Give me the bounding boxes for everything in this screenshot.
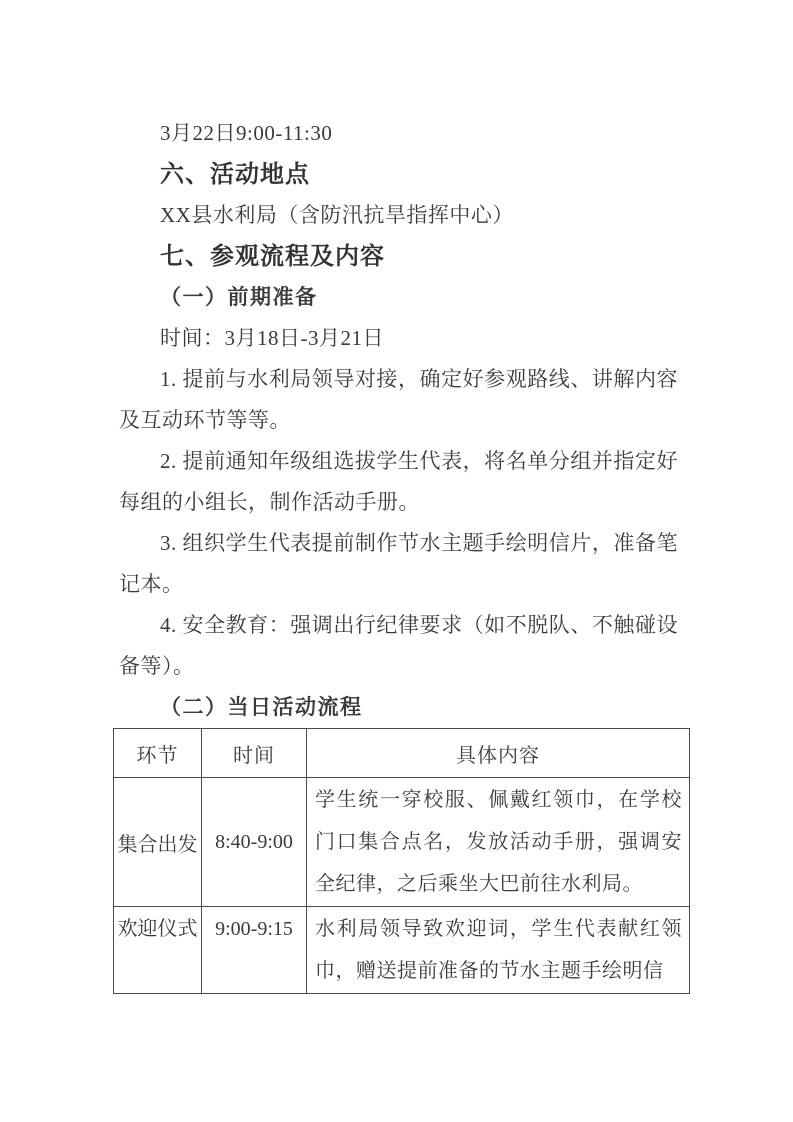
paragraph-activity-time: 3月22日9:00-11:30 bbox=[160, 121, 333, 145]
subheading-day-schedule: （二）当日活动流程 bbox=[160, 695, 363, 719]
paragraph-prep-item-4: 4. 安全教育：强调出行纪律要求（如不脱队、不触碰设备等）。 bbox=[119, 613, 678, 678]
table-row bbox=[114, 907, 690, 994]
schedule-table-header-row bbox=[114, 729, 690, 778]
time-cell: 9:00-9:15 bbox=[202, 907, 307, 994]
time-cell: 8:40-9:00 bbox=[202, 778, 307, 907]
document-content bbox=[112, 113, 680, 994]
table-header-stage: 环节 bbox=[114, 729, 202, 778]
heading-activity-location: 六、活动地点 bbox=[160, 161, 310, 188]
heading-visit-process: 七、参观流程及内容 bbox=[160, 243, 385, 270]
content-cell bbox=[307, 778, 690, 907]
subheading-preparation: （一）前期准备 bbox=[160, 285, 318, 309]
table-header-content: 具体内容 bbox=[307, 729, 690, 778]
paragraph-prep-item-1: 1. 提前与水利局领导对接，确定好参观路线、讲解内容及互动环节等等。 bbox=[119, 367, 678, 432]
stage-cell: 集合出发 bbox=[114, 778, 202, 907]
content-cell-text: 学生统一穿校服、佩戴红领巾，在学校门口集合点名，发放活动手册，强调安全纪律，之后乘坐大巴前往水利局。 bbox=[315, 789, 682, 895]
content-cell bbox=[307, 907, 690, 994]
paragraph-location-value: XX县水利局（含防汛抗旱指挥中心） bbox=[160, 203, 514, 227]
paragraph-prep-item-3: 3. 组织学生代表提前制作节水主题手绘明信片，准备笔记本。 bbox=[119, 531, 678, 596]
table-header-time: 时间 bbox=[202, 729, 307, 778]
paragraph-preparation-time: 时间：3月18日-3月21日 bbox=[160, 326, 384, 350]
paragraph-prep-item-2: 2. 提前通知年级组选拔学生代表，将名单分组并指定好每组的小组长，制作活动手册。 bbox=[119, 449, 678, 514]
content-cell-text: 水利局领导致欢迎词，学生代表献红领巾，赠送提前准备的节水主题手绘明信 bbox=[315, 918, 682, 982]
schedule-table bbox=[113, 728, 690, 994]
stage-cell: 欢迎仪式 bbox=[114, 907, 202, 994]
table-row bbox=[114, 778, 690, 907]
